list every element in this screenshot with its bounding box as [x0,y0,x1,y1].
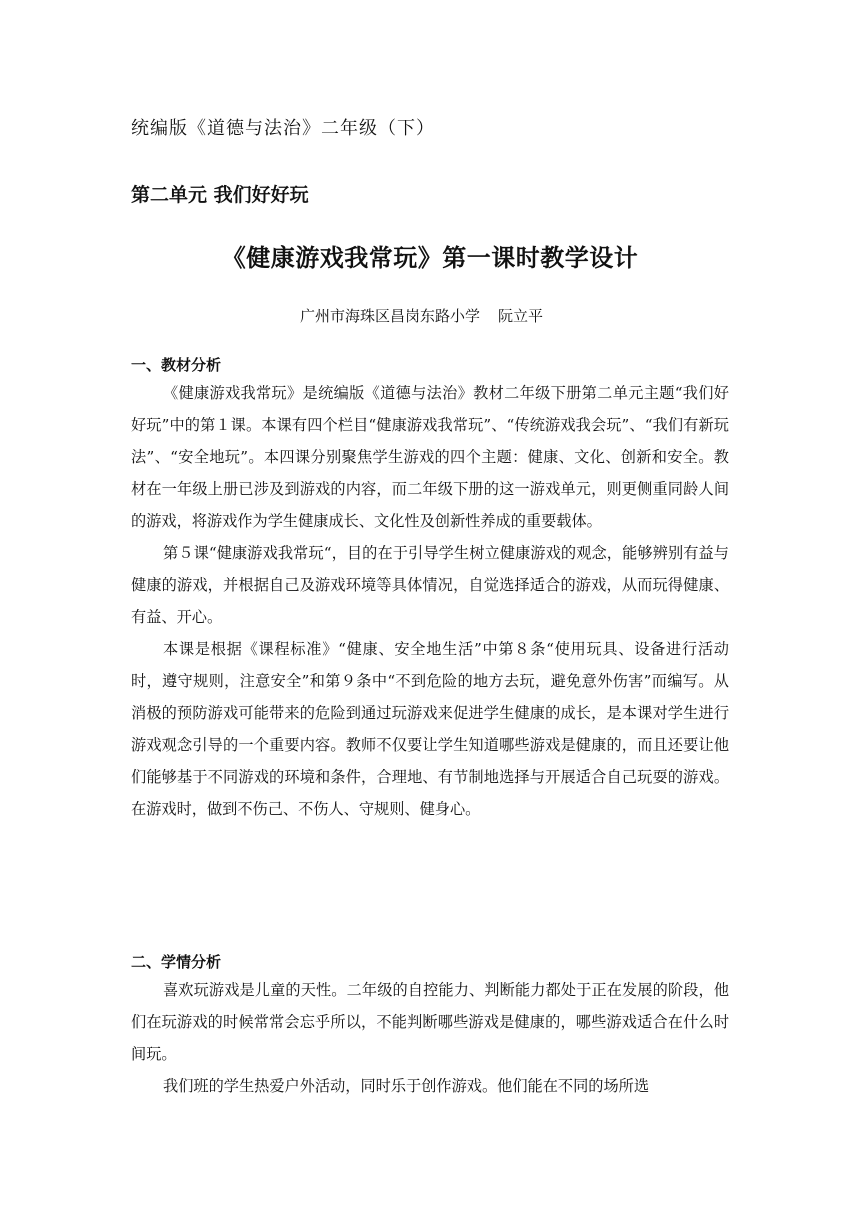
unit-title: 第二单元 我们好好玩 [131,184,309,206]
section-textbook-analysis [131,355,729,825]
section-heading: 二、学情分析 [131,953,222,971]
lesson-title: 《健康游戏我常玩》第一课时教学设计 [221,244,639,272]
author-school: 广州市海珠区昌岗东路小学 [300,307,481,325]
paragraph: 我们班的学生热爱户外活动，同时乐于创作游戏。他们能在不同的场所选 [163,1077,649,1095]
author-line [300,305,543,326]
paragraph: 喜欢玩游戏是儿童的天性。二年级的自控能力、判断能力都处于正在发展的阶段，他们在玩游戏的时候常常会忘乎所以，不能判断哪些游戏是健康的，哪些游戏适合在什么时间玩。 [131,981,729,1063]
section-heading: 一、教材分析 [131,356,222,374]
paragraph: 第５课“健康游戏我常玩“，目的在于引导学生树立健康游戏的观念，能够辨别有益与健康的游戏，并根据自己及游戏环境等具体情况，自觉选择适合的游戏，从而玩得健康、有益、开心。 [131,544,729,626]
paragraph: 《健康游戏我常玩》是统编版《道德与法治》教材二年级下册第二单元主题“我们好好玩”中的第１课。本课有四个栏目“健康游戏我常玩”、“传统游戏我会玩”、“我们有新玩法”、“安全地玩”。本四课分别聚焦学生游戏的四个主题：健康、文化、创新和安全。教材在一年级上册已涉及到游戏的内容，而二年级下册的这一游戏单元，则更侧重同龄人间的游戏，将游戏作为学生健康成长、文化性及创新性养成的重要载体。 [131,384,729,530]
section-student-analysis [131,952,729,1102]
textbook-line: 统编版《道德与法治》二年级（下） [131,118,435,139]
paragraph: 本课是根据《课程标准》“健康、安全地生活”中第８条“使用玩具、设备进行活动时，遵守规则，注意安全”和第９条中“不到危险的地方去玩，避免意外伤害”而编写。从消极的预防游戏可能带来的危险到通过玩游戏来促进学生健康的成长，是本课对学生进行游戏观念引导的一个重要内容。教师不仅要让学生知道哪些游戏是健康的，而且还要让他们能够基于不同游戏的环境和条件，合理地、有节制地选择与开展适合自己玩耍的游戏。在游戏时，做到不伤己、不伤人、守规则、健身心。 [131,640,729,818]
author-name: 阮立平 [498,307,544,325]
